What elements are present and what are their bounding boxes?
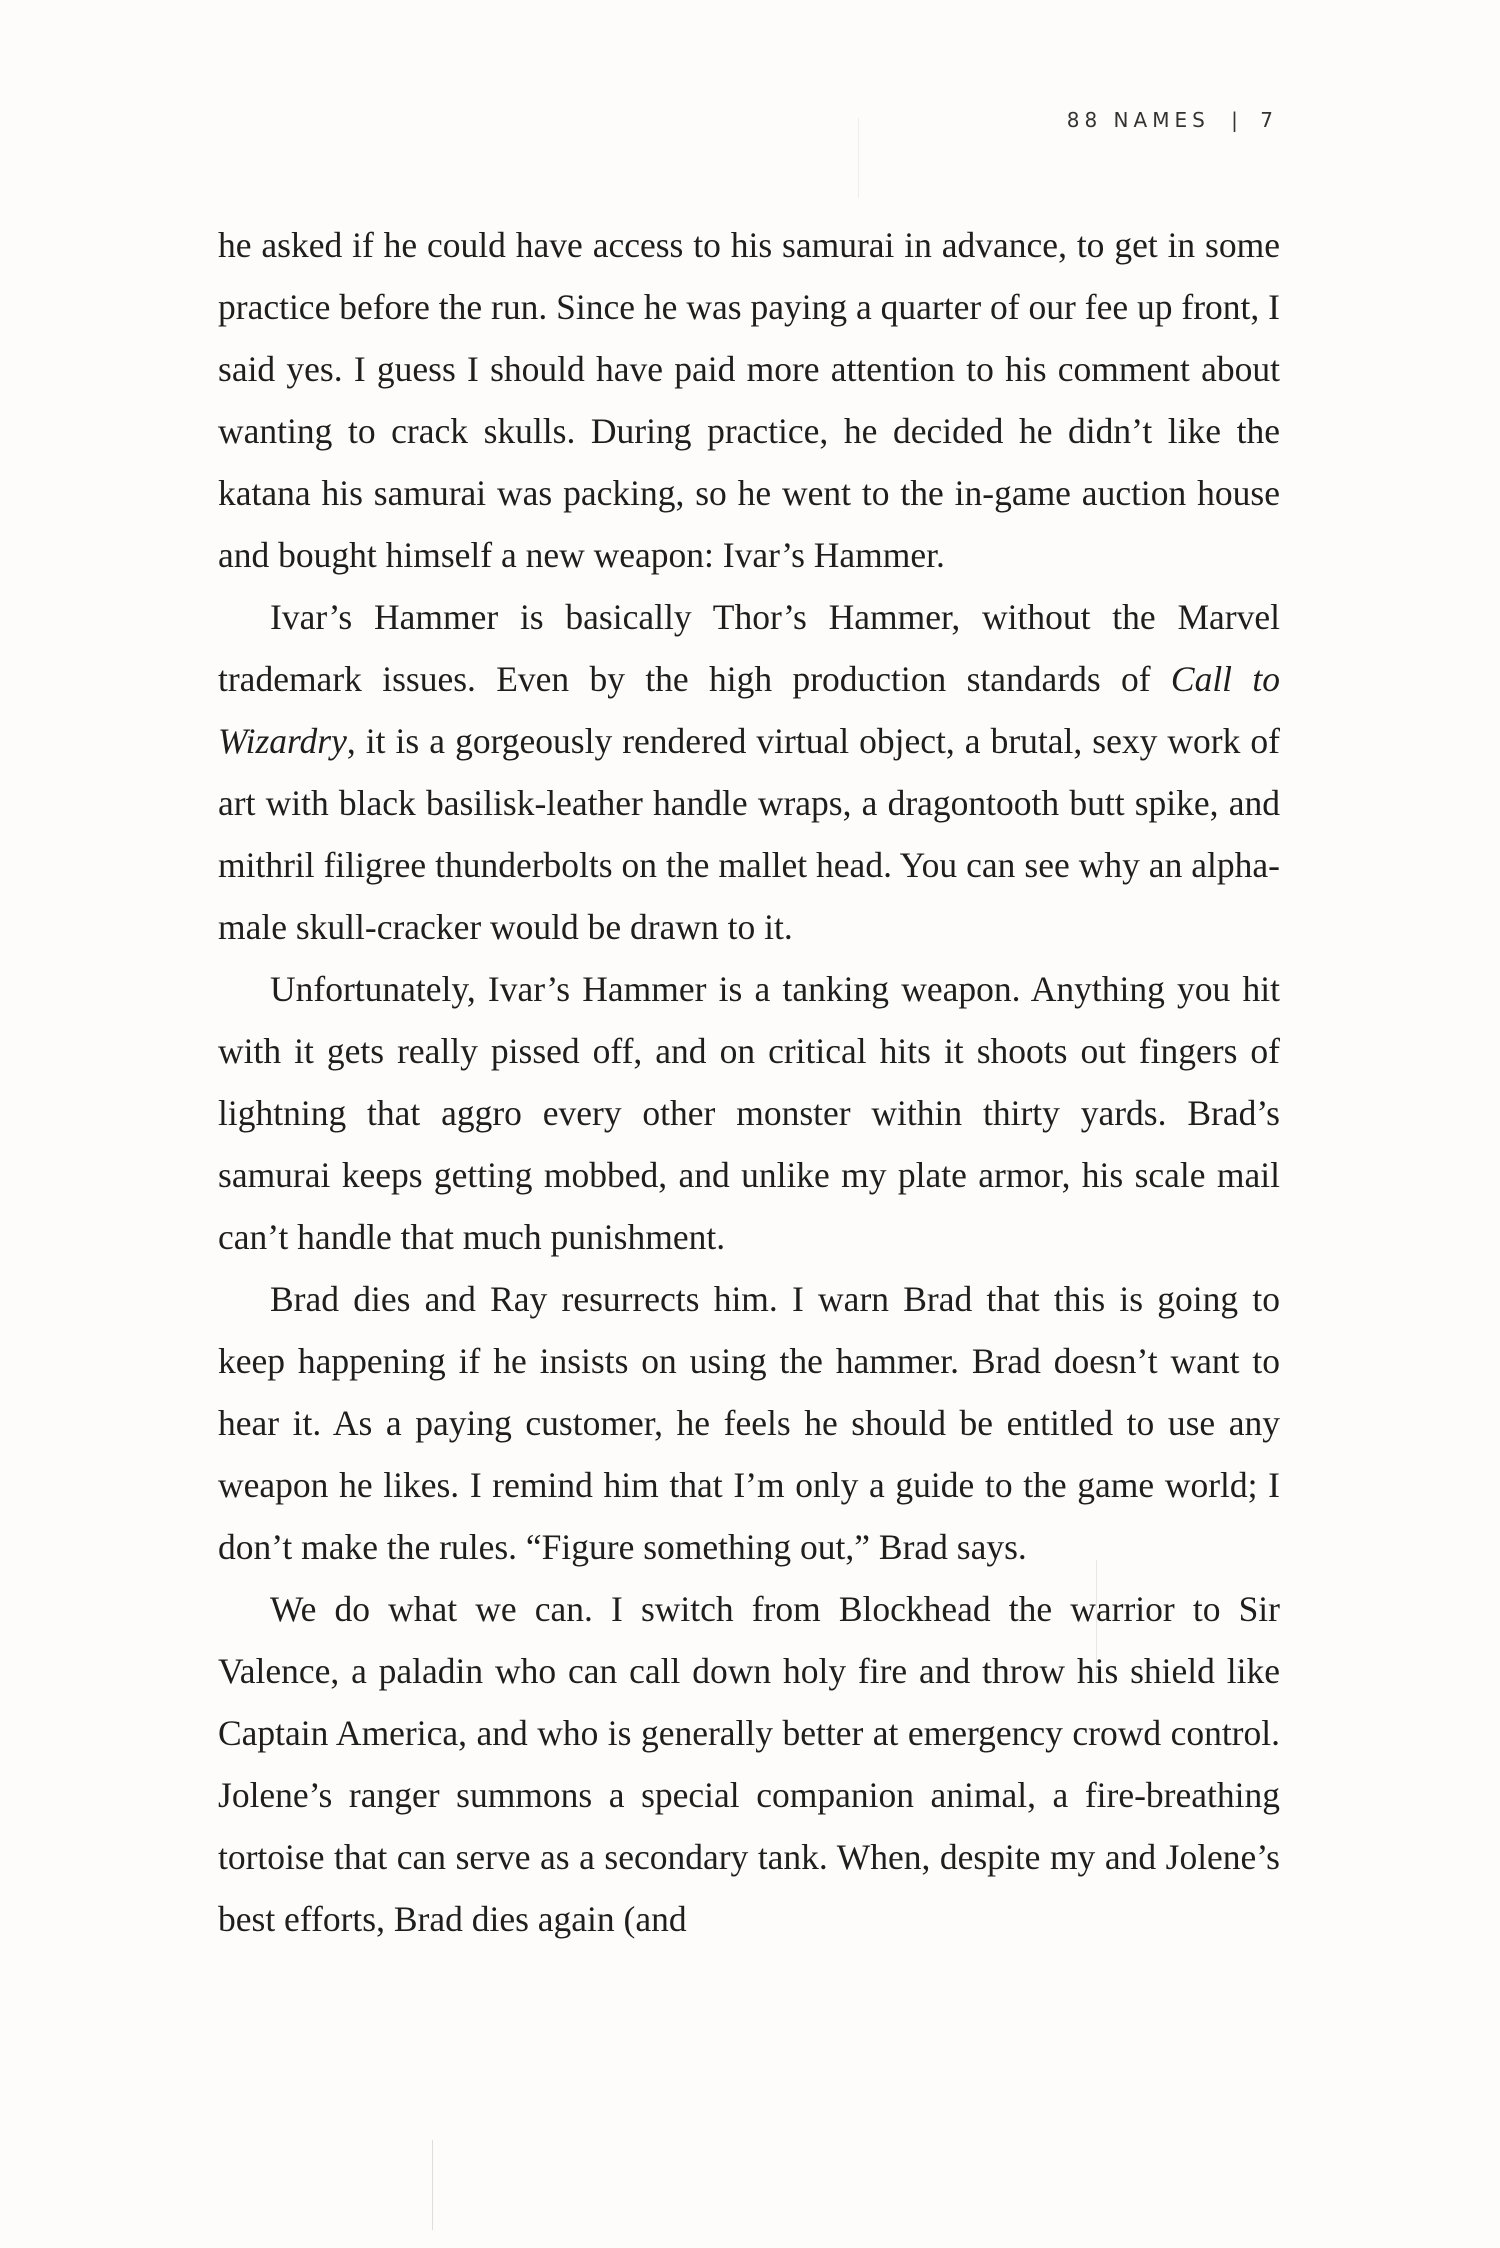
paragraph-2-text-a: Ivar’s Hammer is basically Thor’s Hammer, without the Marvel trademark issues. Even by the high production standards of	[218, 597, 1280, 699]
page-number: 7	[1260, 108, 1278, 132]
paragraph-3: Unfortunately, Ivar’s Hammer is a tanking weapon. Anything you hit with it gets really pissed off, and on critical hits it shoots out fingers of lightning that aggro every other monster within thirty yards. Brad’s samurai keeps getting mobbed, and unlike my plate armor, his scale mail can’t handle that much punishment.	[218, 969, 1280, 1257]
body-text	[218, 214, 1280, 1950]
game-title-italic: Call to Wizardry	[218, 659, 1280, 761]
paragraph-2	[218, 586, 1280, 958]
paragraph-4: Brad dies and Ray resurrects him. I warn Brad that this is going to keep happening if he insists on using the hammer. Brad doesn’t want to hear it. As a paying customer, he feels he should be entitled to use any weapon he likes. I remind him that I’m only a guide to the game world; I don’t make the rules. “Figure something out,” Brad says.	[218, 1279, 1280, 1567]
paragraph-2-text-b: , it is a gorgeously rendered virtual object, a brutal, sexy work of art with black basilisk-leather handle wraps, a dragontooth butt spike, and mithril filigree thunderbolts on the mallet head. You can see why an alpha-male skull-cracker would be drawn to it.	[218, 721, 1280, 947]
running-head	[1067, 108, 1278, 132]
book-title: 88 NAMES	[1066, 108, 1210, 132]
scan-artifact-bottom	[432, 2140, 433, 2230]
header-separator: |	[1231, 108, 1243, 132]
scan-artifact-middle	[1096, 1560, 1097, 1680]
paragraph-1: he asked if he could have access to his samurai in advance, to get in some practice before the run. Since he was paying a quarter of our fee up front, I said yes. I guess I should have paid more attention to his comment about wanting to crack skulls. During practice, he decided he didn’t like the katana his samurai was packing, so he went to the in-game auction house and bought himself a new weapon: Ivar’s Hammer.	[218, 225, 1280, 575]
scan-artifact-top	[858, 118, 859, 198]
paragraph-5: We do what we can. I switch from Blockhead the warrior to Sir Valence, a paladin who can call down holy fire and throw his shield like Captain America, and who is generally better at emergency crowd control. Jolene’s ranger summons a special companion animal, a fire-breathing tortoise that can serve as a secondary tank. When, despite my and Jolene’s best efforts, Brad dies again (and	[218, 1589, 1280, 1939]
